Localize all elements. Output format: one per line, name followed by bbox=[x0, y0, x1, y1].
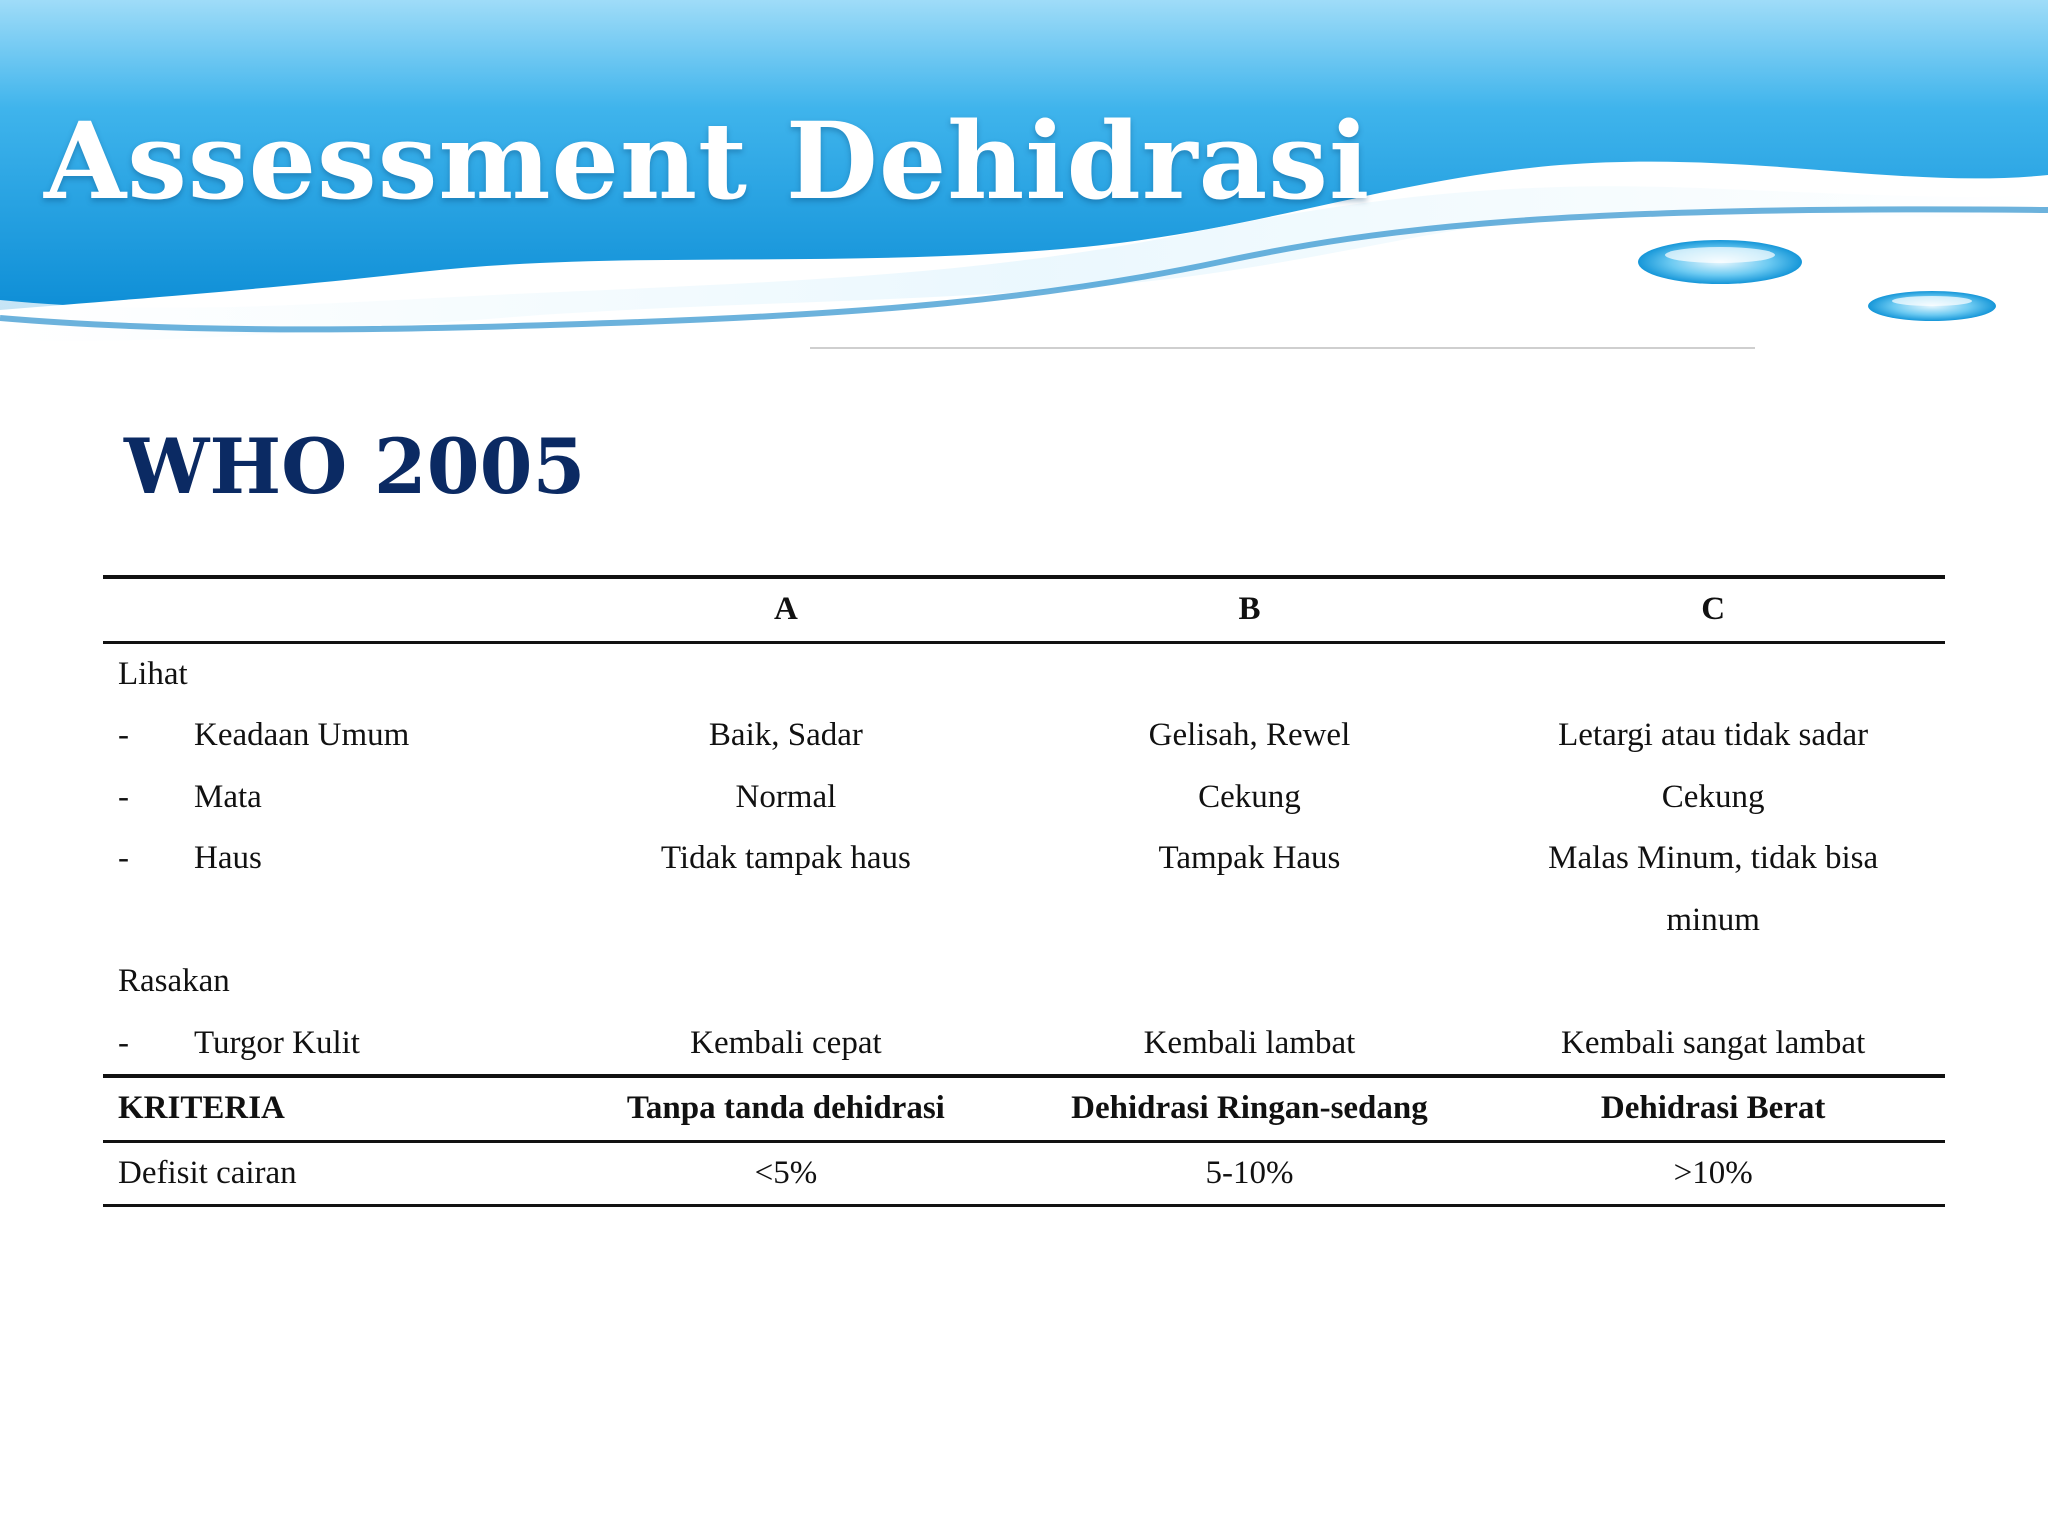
cell-b: Tampak Haus bbox=[1158, 840, 1341, 877]
row-label: Turgor Kulit bbox=[194, 1024, 360, 1061]
table-row-haus-continued bbox=[103, 890, 1945, 952]
cell-a: Baik, Sadar bbox=[708, 717, 863, 754]
assessment-table bbox=[103, 575, 1945, 1207]
cell-a: Normal bbox=[735, 778, 837, 815]
header-cell-c: C bbox=[1481, 577, 1945, 642]
cell-c: >10% bbox=[1481, 1141, 1945, 1206]
table-row-rasakan bbox=[103, 951, 1945, 1013]
divider-line bbox=[810, 347, 1755, 349]
table-header-row bbox=[103, 577, 1945, 642]
table-row-kriteria bbox=[103, 1076, 1945, 1141]
table-row-turgor-kulit bbox=[103, 1013, 1945, 1077]
cell-b: Gelisah, Rewel bbox=[1148, 717, 1351, 754]
cell-a: <5% bbox=[554, 1141, 1017, 1206]
row-label: Defisit cairan bbox=[103, 1141, 554, 1206]
slide-title: Assessment Dehidrasi bbox=[44, 98, 1371, 223]
row-bullet: - bbox=[118, 840, 129, 877]
cell-a: Tidak tampak haus bbox=[660, 840, 911, 877]
row-bullet: - bbox=[118, 778, 129, 815]
subtitle: WHO 2005 bbox=[124, 422, 586, 511]
row-label: KRITERIA bbox=[103, 1076, 554, 1141]
table-row-haus bbox=[103, 828, 1945, 890]
cell-c: Malas Minum, tidak bisa bbox=[1548, 840, 1879, 877]
cell-c: Letargi atau tidak sadar bbox=[1558, 717, 1869, 754]
table-row-defisit-cairan bbox=[103, 1141, 1945, 1206]
cell-c-continued: minum bbox=[1666, 901, 1760, 938]
table-row-keadaan-umum bbox=[103, 705, 1945, 767]
section-label-lihat: Lihat bbox=[118, 655, 188, 692]
header-cell-b: B bbox=[1018, 577, 1482, 642]
row-label: Keadaan Umum bbox=[194, 717, 410, 754]
table-row-lihat bbox=[103, 642, 1945, 705]
cell-a: Kembali cepat bbox=[690, 1024, 882, 1061]
header-cell-label bbox=[103, 577, 554, 642]
row-bullet: - bbox=[118, 1024, 129, 1061]
cell-c: Cekung bbox=[1661, 778, 1765, 815]
row-label: Haus bbox=[194, 840, 262, 877]
cell-c: Dehidrasi Berat bbox=[1481, 1076, 1945, 1141]
header-cell-a: A bbox=[554, 577, 1017, 642]
cell-b: Dehidrasi Ringan-sedang bbox=[1018, 1076, 1482, 1141]
cell-a: Tanpa tanda dehidrasi bbox=[554, 1076, 1017, 1141]
table-row-mata bbox=[103, 767, 1945, 829]
cell-b: 5-10% bbox=[1018, 1141, 1482, 1206]
section-label-rasakan: Rasakan bbox=[118, 963, 230, 1000]
cell-b: Cekung bbox=[1198, 778, 1301, 815]
row-bullet: - bbox=[118, 717, 129, 754]
row-label: Mata bbox=[194, 778, 262, 815]
cell-b: Kembali lambat bbox=[1143, 1024, 1356, 1061]
cell-c: Kembali sangat lambat bbox=[1561, 1024, 1866, 1061]
